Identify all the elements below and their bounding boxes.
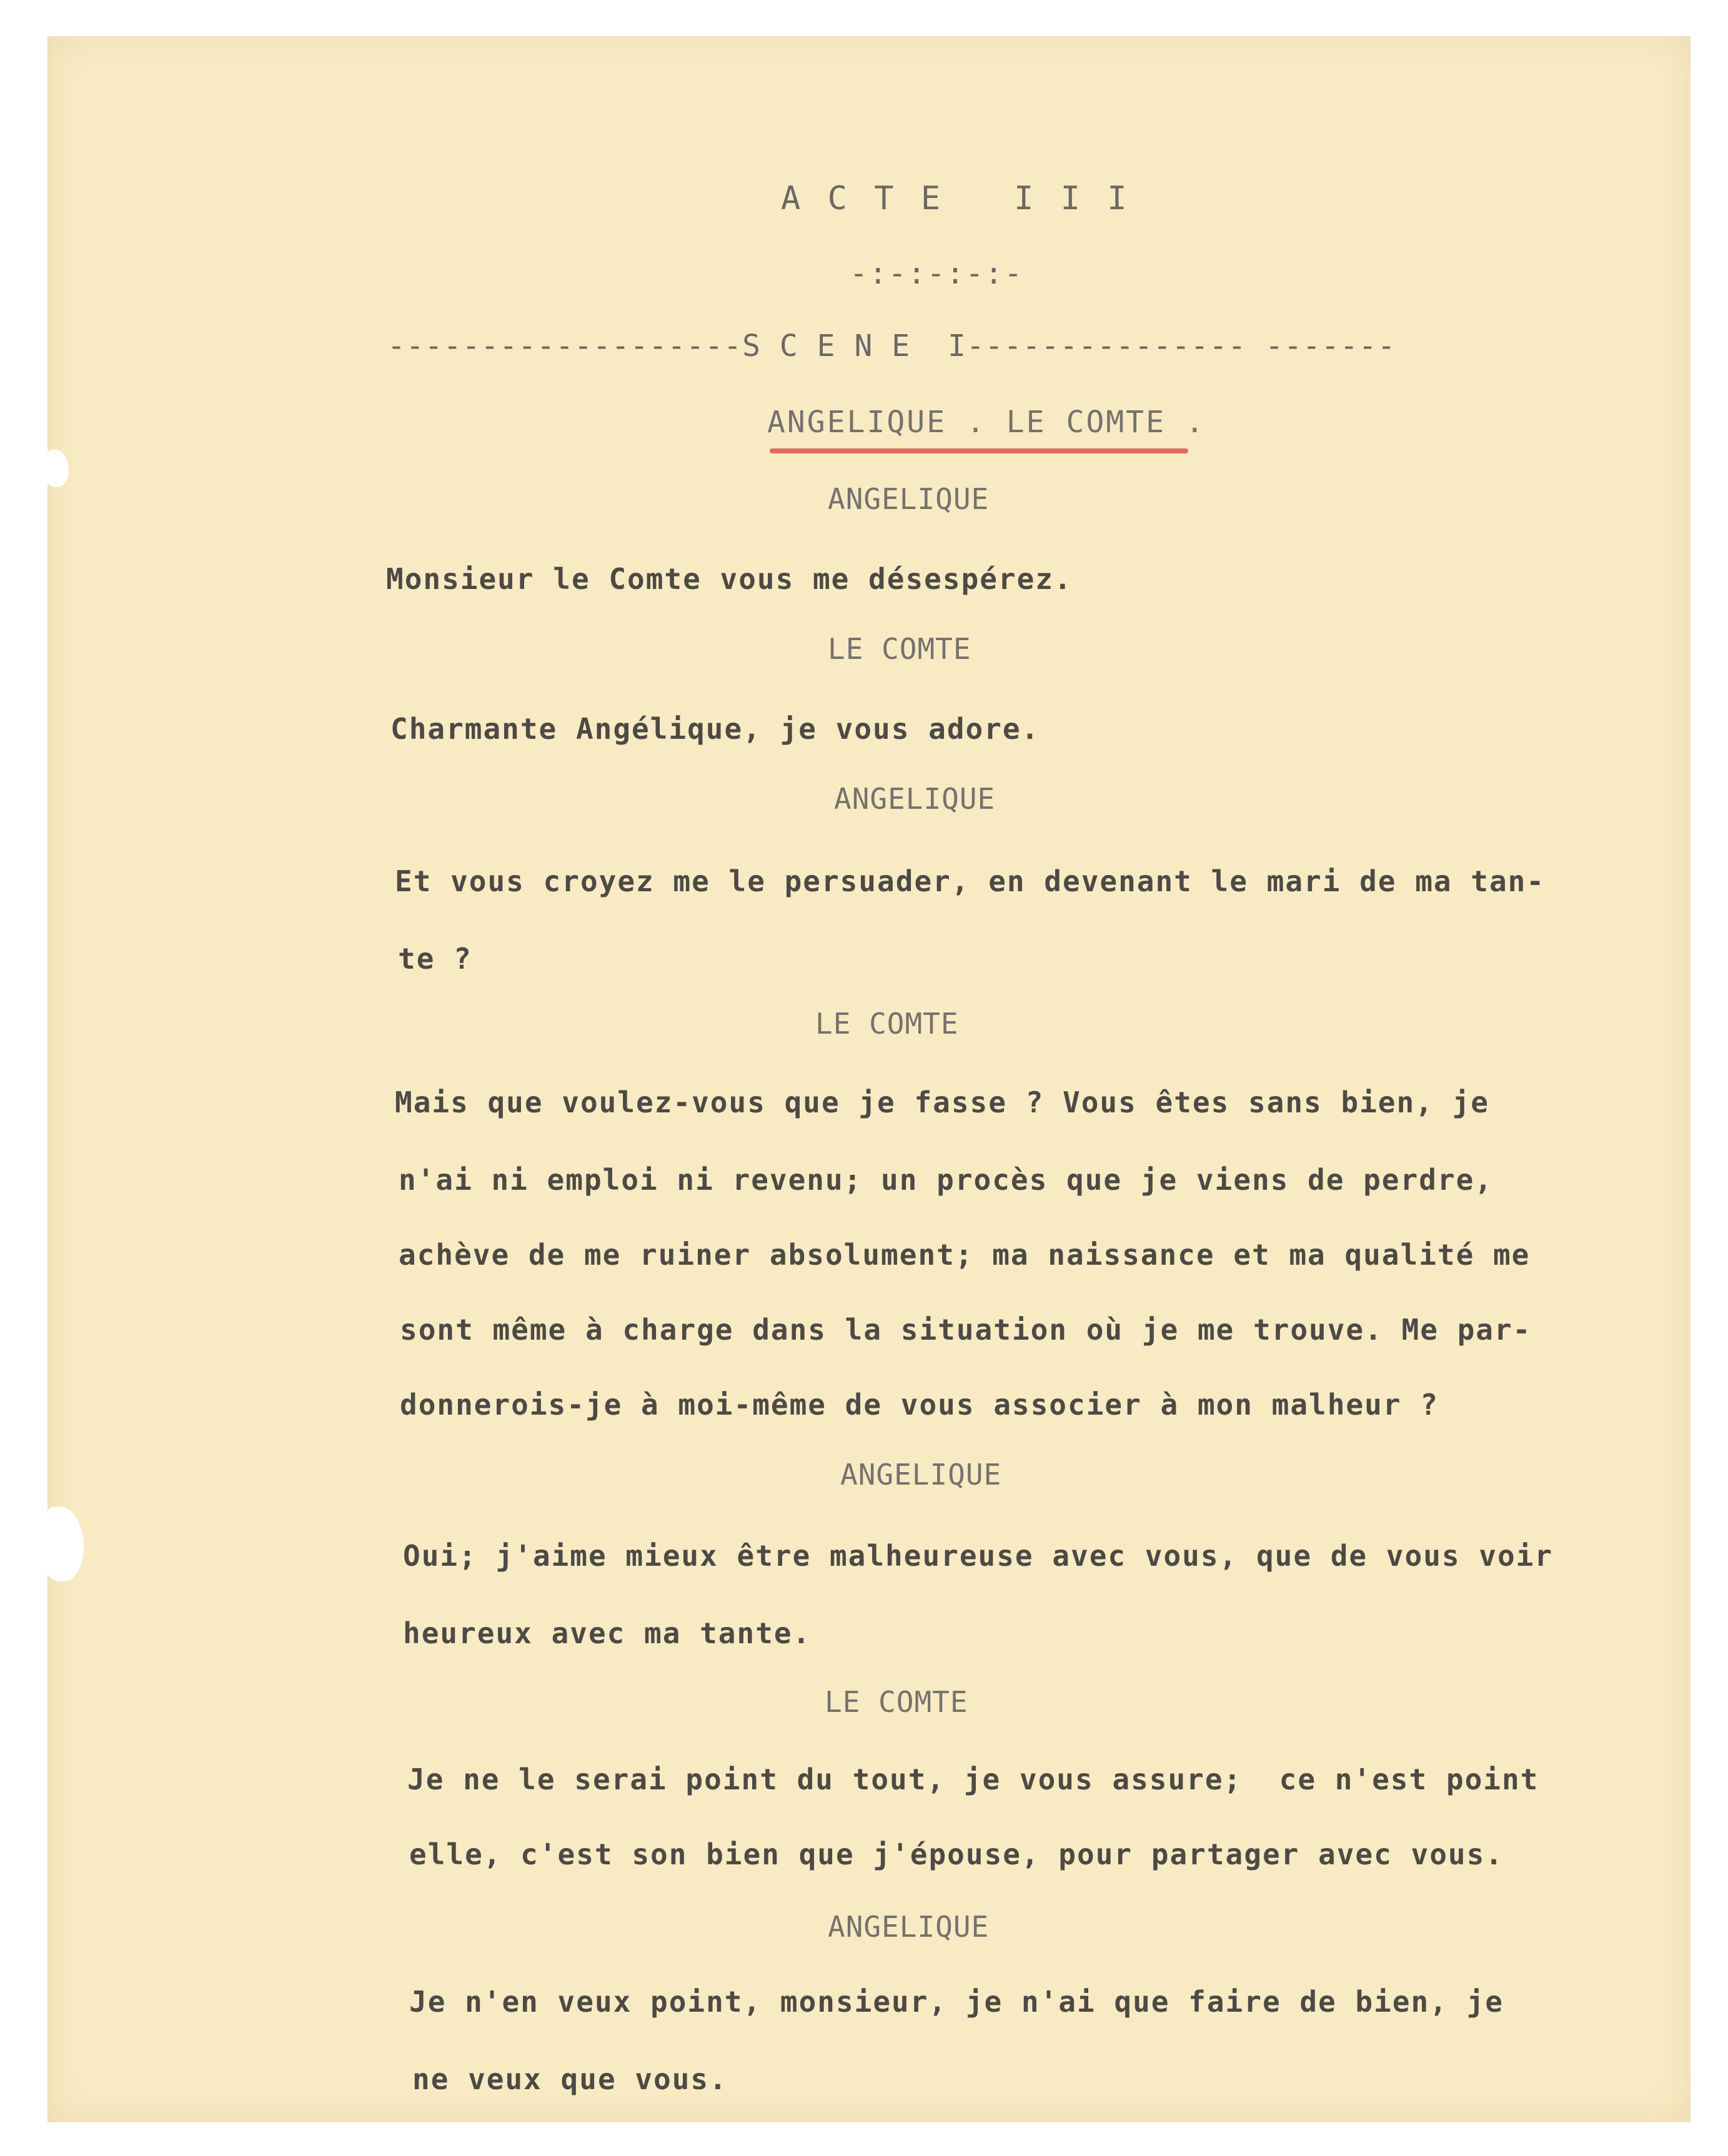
characters-list: ANGELIQUE . LE COMTE .: [767, 405, 1206, 440]
speaker-name: LE COMTE: [825, 1685, 968, 1719]
dialogue-line: Oui; j'aime mieux être malheureuse avec vous, que de vous voir: [403, 1539, 1554, 1573]
scene-heading: -------------------S C E N E I--------------- -------: [387, 329, 1396, 363]
speaker-name: ANGELIQUE: [834, 782, 996, 816]
red-underline: [770, 448, 1188, 453]
speaker-name: LE COMTE: [828, 632, 971, 666]
dialogue-line: ne veux que vous.: [412, 2062, 728, 2096]
speaker-name: ANGELIQUE: [828, 482, 990, 516]
dialogue-line: Et vous croyez me le persuader, en devenant le mari de ma tan-: [395, 864, 1546, 898]
dialogue-line: donnerois-je à moi-même de vous associer à mon malheur ?: [400, 1388, 1439, 1422]
speaker-name: ANGELIQUE: [840, 1458, 1002, 1491]
speaker-name: ANGELIQUE: [828, 1910, 990, 1944]
dialogue-line: achève de me ruiner absolument; ma naissance et ma qualité me: [399, 1238, 1531, 1272]
dialogue-line: elle, c'est son bien que j'épouse, pour partager avec vous.: [409, 1837, 1504, 1871]
dialogue-line: Monsieur le Comte vous me désespérez.: [386, 562, 1073, 596]
dialogue-line: sont même à charge dans la situation où je me trouve. Me par-: [400, 1313, 1532, 1347]
speaker-name: LE COMTE: [815, 1007, 959, 1041]
dialogue-line: Je ne le serai point du tout, je vous assure; ce n'est point: [407, 1763, 1539, 1796]
dialogue-line: heureux avec ma tante.: [403, 1616, 812, 1650]
act-separator: -:-:-:-:-: [850, 256, 1024, 291]
dialogue-line: Mais que voulez-vous que je fasse ? Vous êtes sans bien, je: [395, 1085, 1489, 1119]
dialogue-line: te ?: [398, 942, 472, 976]
dialogue-line: Charmante Angélique, je vous adore.: [390, 712, 1040, 746]
dialogue-line: Je n'en veux point, monsieur, je n'ai que faire de bien, je: [409, 1985, 1504, 2019]
dialogue-line: n'ai ni emploi ni revenu; un procès que je viens de perdre,: [399, 1163, 1493, 1197]
act-title: A C T E I I I: [781, 180, 1131, 217]
